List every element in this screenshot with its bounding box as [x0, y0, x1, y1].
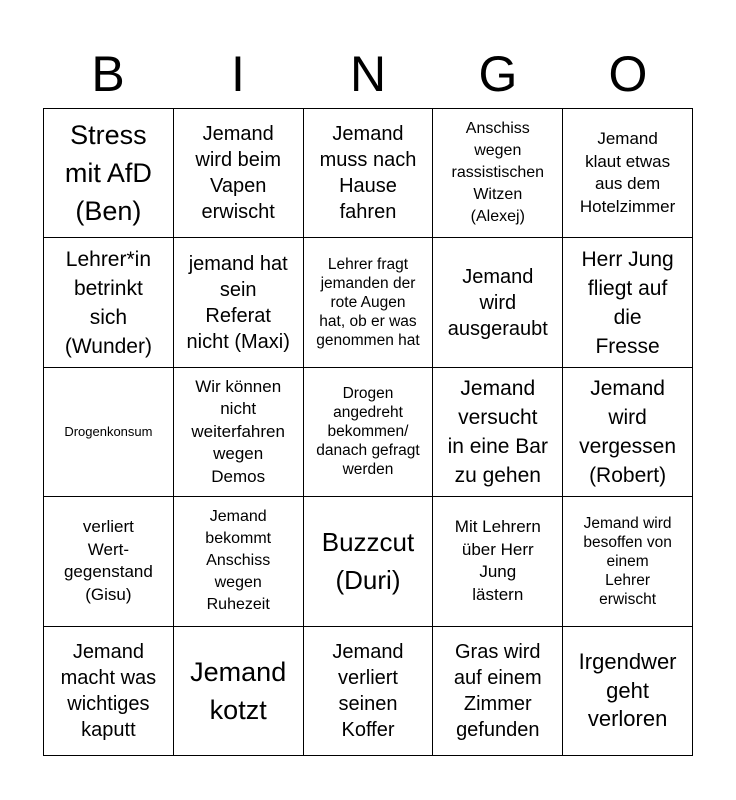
cell-text: verliert Wert- gegenstand (Gisu) — [63, 517, 153, 604]
bingo-header — [43, 40, 693, 108]
cell-text: Buzzcut (Duri) — [321, 527, 415, 596]
cell-text: Jemand versucht in eine Bar zu gehen — [447, 376, 548, 487]
bingo-cell[interactable] — [563, 238, 693, 367]
bingo-cell[interactable] — [433, 627, 563, 756]
bingo-cell[interactable] — [174, 238, 304, 367]
bingo-cell[interactable] — [304, 238, 434, 367]
bingo-cell[interactable] — [174, 627, 304, 756]
bingo-cell[interactable] — [174, 368, 304, 497]
header-letter-g: G — [478, 46, 518, 102]
cell-text: Jemand wird vergessen (Robert) — [579, 376, 677, 487]
cell-text: Jemand wird beim Vapen erwischt — [195, 123, 281, 224]
bingo-cell[interactable] — [433, 238, 563, 367]
bingo-cell[interactable] — [433, 368, 563, 497]
cell-text: Herr Jung fliegt auf die Fresse — [581, 247, 674, 358]
bingo-cell[interactable] — [174, 109, 304, 238]
cell-text: Jemand kotzt — [190, 656, 287, 725]
cell-text: Wir können nicht weiterfahren wegen Demos — [191, 376, 285, 486]
header-letter-n: N — [349, 46, 387, 102]
bingo-cell[interactable] — [563, 368, 693, 497]
bingo-cell[interactable] — [304, 109, 434, 238]
cell-text: Stress mit AfD (Ben) — [64, 120, 152, 227]
bingo-cell[interactable] — [44, 238, 174, 367]
bingo-cell[interactable] — [433, 497, 563, 626]
bingo-cell[interactable] — [174, 497, 304, 626]
cell-text: Lehrer*in betrinkt sich (Wunder) — [64, 247, 152, 358]
bingo-cell[interactable] — [563, 109, 693, 238]
cell-text: Jemand muss nach Hause fahren — [319, 123, 417, 224]
cell-text: Jemand verliert seinen Koffer — [332, 640, 404, 741]
cell-text: Jemand macht was wichtiges kaputt — [60, 640, 157, 741]
bingo-cell[interactable] — [44, 497, 174, 626]
bingo-cell[interactable] — [44, 368, 174, 497]
cell-text: Jemand bekommt Anschiss wegen Ruhezeit — [205, 508, 272, 614]
bingo-cell[interactable] — [44, 109, 174, 238]
cell-text: Jemand wird ausgeraubt — [447, 265, 548, 340]
cell-text: Irgendwer geht verloren — [578, 649, 677, 732]
cell-text: Anschiss wegen rassistischen Witzen (Alexej) — [451, 120, 545, 226]
cell-text: Gras wird auf einem Zimmer gefunden — [453, 640, 542, 741]
bingo-cell[interactable] — [304, 627, 434, 756]
cell-text: Mit Lehrern über Herr Jung lästern — [454, 517, 541, 604]
cell-text: Jemand wird besoffen von einem Lehrer erwischt — [583, 514, 672, 608]
bingo-cell[interactable] — [433, 109, 563, 238]
cell-text: Drogenkonsum — [64, 423, 153, 439]
cell-text: Jemand klaut etwas aus dem Hotelzimmer — [579, 129, 676, 216]
bingo-cell[interactable] — [563, 627, 693, 756]
header-letter-b: B — [91, 46, 125, 102]
bingo-cell[interactable] — [304, 368, 434, 497]
bingo-grid — [43, 108, 693, 756]
cell-text: Drogen angedreht bekommen/ danach gefragt werden — [316, 385, 420, 479]
cell-text: jemand hat sein Referat nicht (Maxi) — [186, 252, 290, 353]
cell-text: Lehrer fragt jemanden der rote Augen hat, ob er was genommen hat — [316, 256, 420, 350]
bingo-cell[interactable] — [563, 497, 693, 626]
bingo-cell[interactable] — [44, 627, 174, 756]
header-letter-i: I — [231, 46, 245, 102]
header-letter-o: O — [608, 46, 648, 102]
bingo-cell[interactable] — [304, 497, 434, 626]
